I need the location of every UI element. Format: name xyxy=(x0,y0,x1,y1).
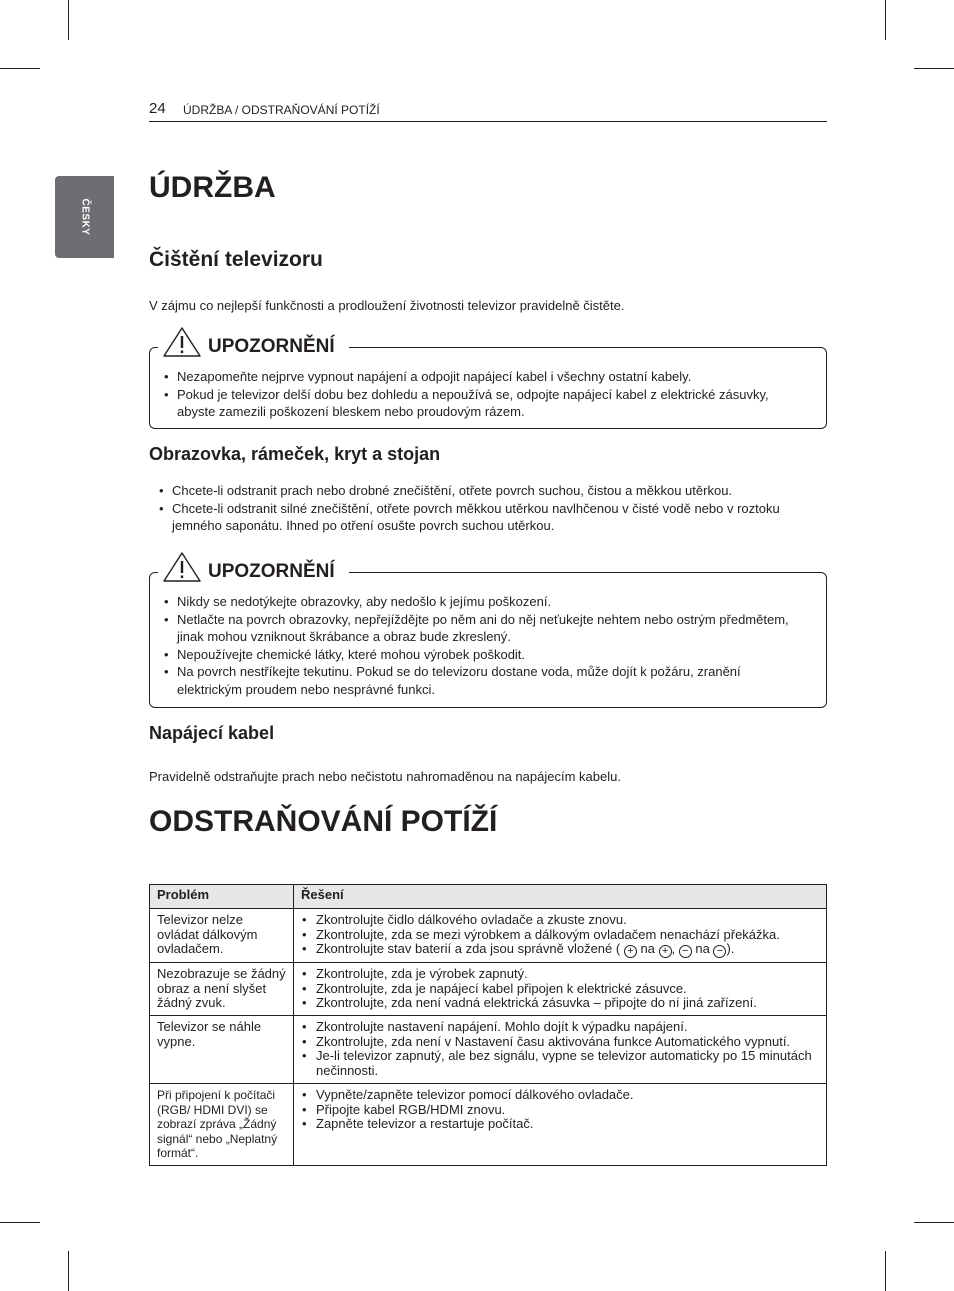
troubleshooting-title: ODSTRAŇOVÁNÍ POTÍŽÍ xyxy=(149,805,498,838)
caution-box-screen xyxy=(149,561,827,708)
solution-item: • Zkontrolujte, zda je napájecí kabel připojen k elektrické zásuvce. xyxy=(301,982,819,997)
solution-item: • Zkontrolujte, zda je výrobek zapnutý. xyxy=(301,967,819,982)
list-item: • Chcete-li odstranit prach nebo drobné znečištění, otřete povrch suchou, čistou a měkkou utěrkou. xyxy=(159,482,819,500)
plus-circle-icon: + xyxy=(659,945,672,958)
cleaning-intro: V zájmu co nejlepší funkčnosti a prodloužení životnosti televizor pravidelně čistěte. xyxy=(149,298,625,313)
table-row xyxy=(150,963,827,1016)
crop-mark xyxy=(68,0,69,40)
crop-mark xyxy=(0,68,40,69)
problem-cell: Při připojení k počítači (RGB/ HDMI DVI) se zobrazí zpráva „Žádný signál“ nebo „Neplatný formát“. xyxy=(150,1084,294,1166)
caution-label-text: UPOZORNĚNÍ xyxy=(208,561,335,582)
maintenance-title: ÚDRŽBA xyxy=(149,171,276,204)
solution-cell xyxy=(294,963,827,1016)
running-title: ÚDRŽBA / ODSTRAŇOVÁNÍ POTÍŽÍ xyxy=(183,103,380,117)
warning-triangle-icon xyxy=(162,326,202,358)
caution-item: • Na povrch nestříkejte tekutinu. Pokud se do televizoru dostane voda, může dojít k požáru, zranění elektrickým proudem nebo nesprávné funkci. xyxy=(164,663,806,698)
table-row xyxy=(150,1084,827,1166)
screen-section-title: Obrazovka, rámeček, kryt a stojan xyxy=(149,444,441,464)
cleaning-title: Čištění televizoru xyxy=(149,248,323,271)
column-header-problem: Problém xyxy=(150,885,294,909)
crop-mark xyxy=(914,1222,954,1223)
solution-cell xyxy=(294,1016,827,1084)
caution-label-text: UPOZORNĚNÍ xyxy=(208,336,335,357)
language-tab xyxy=(55,176,114,258)
problem-cell: Televizor nelze ovládat dálkovým ovladačem. xyxy=(150,909,294,963)
solution-item: • Připojte kabel RGB/HDMI znovu. xyxy=(301,1103,819,1118)
table-row xyxy=(150,909,827,963)
solution-item: • Zkontrolujte čidlo dálkového ovladače a zkuste znovu. xyxy=(301,913,819,928)
crop-mark xyxy=(885,1251,886,1291)
crop-mark xyxy=(68,1251,69,1291)
page-header xyxy=(149,100,827,122)
minus-circle-icon: − xyxy=(679,945,692,958)
solution-cell xyxy=(294,1084,827,1166)
problem-cell: Televizor se náhle vypne. xyxy=(150,1016,294,1084)
crop-mark xyxy=(914,68,954,69)
caution-item: • Netlačte na povrch obrazovky, nepřejíždějte po něm ani do něj neťukejte nehtem nebo ostrým předmětem, jinak mohou vzniknout škrábance a obraz bude zkreslený. xyxy=(164,611,806,646)
solution-item-battery: • Zkontrolujte stav baterií a zda jsou správně vložené ( + na + , − na − ). xyxy=(301,942,819,958)
caution-item: • Nepoužívejte chemické látky, které mohou výrobek poškodit. xyxy=(164,646,806,664)
problem-cell: Nezobrazuje se žádný obraz a není slyšet žádný zvuk. xyxy=(150,963,294,1016)
power-cord-title: Napájecí kabel xyxy=(149,723,275,743)
minus-circle-icon: − xyxy=(713,945,726,958)
solution-item: • Zkontrolujte, zda se mezi výrobkem a dálkovým ovladačem nenachází překážka. xyxy=(301,928,819,943)
troubleshooting-table xyxy=(149,884,827,1166)
caution-item: • Nikdy se nedotýkejte obrazovky, aby nedošlo k jejímu poškození. xyxy=(164,593,806,611)
solution-item: • Zkontrolujte, zda není vadná elektrická zásuvka – připojte do ní jiná zařízení. xyxy=(301,996,819,1011)
caution-label xyxy=(158,326,349,358)
solution-item: • Je-li televizor zapnutý, ale bez signálu, vypne se televizor automaticky po 15 minutách nečinnosti. xyxy=(301,1049,819,1078)
solution-item: • Zapněte televizor a restartuje počítač. xyxy=(301,1117,819,1132)
table-row xyxy=(150,1016,827,1084)
language-tab-label: ČESKY xyxy=(79,198,91,236)
crop-mark xyxy=(0,1222,40,1223)
solution-item: • Vypněte/zapněte televizor pomocí dálkového ovladače. xyxy=(301,1088,819,1103)
solution-item: • Zkontrolujte nastavení napájení. Mohlo dojít k výpadku napájení. xyxy=(301,1020,819,1035)
list-item: • Chcete-li odstranit silné znečištění, otřete povrch měkkou utěrkou navlhčenou v čisté vodě nebo v roztoku jemného saponátu. Ihned po otření osušte povrch suchou utěrkou. xyxy=(159,500,819,535)
table-header-row xyxy=(150,885,827,909)
solution-item: • Zkontrolujte, zda není v Nastavení času aktivována funkce Automatického vypnutí. xyxy=(301,1035,819,1050)
screen-care-list xyxy=(159,482,819,535)
caution-item: • Nezapomeňte nejprve vypnout napájení a odpojit napájecí kabel i všechny ostatní kabely. xyxy=(164,368,806,386)
page-number: 24 xyxy=(149,100,166,117)
caution-label xyxy=(158,551,349,583)
plus-circle-icon: + xyxy=(624,945,637,958)
solution-cell xyxy=(294,909,827,963)
warning-triangle-icon xyxy=(162,551,202,583)
column-header-solution: Řešení xyxy=(294,885,827,909)
crop-mark xyxy=(885,0,886,40)
caution-item: • Pokud je televizor delší dobu bez dohledu a nepoužívá se, odpojte napájecí kabel z elektrické zásuvky, abyste zamezili poškození bleskem nebo proudovým rázem. xyxy=(164,386,806,421)
power-cord-text: Pravidelně odstraňujte prach nebo nečistotu nahromaděnou na napájecím kabelu. xyxy=(149,769,621,784)
caution-box-cleaning xyxy=(149,336,827,429)
